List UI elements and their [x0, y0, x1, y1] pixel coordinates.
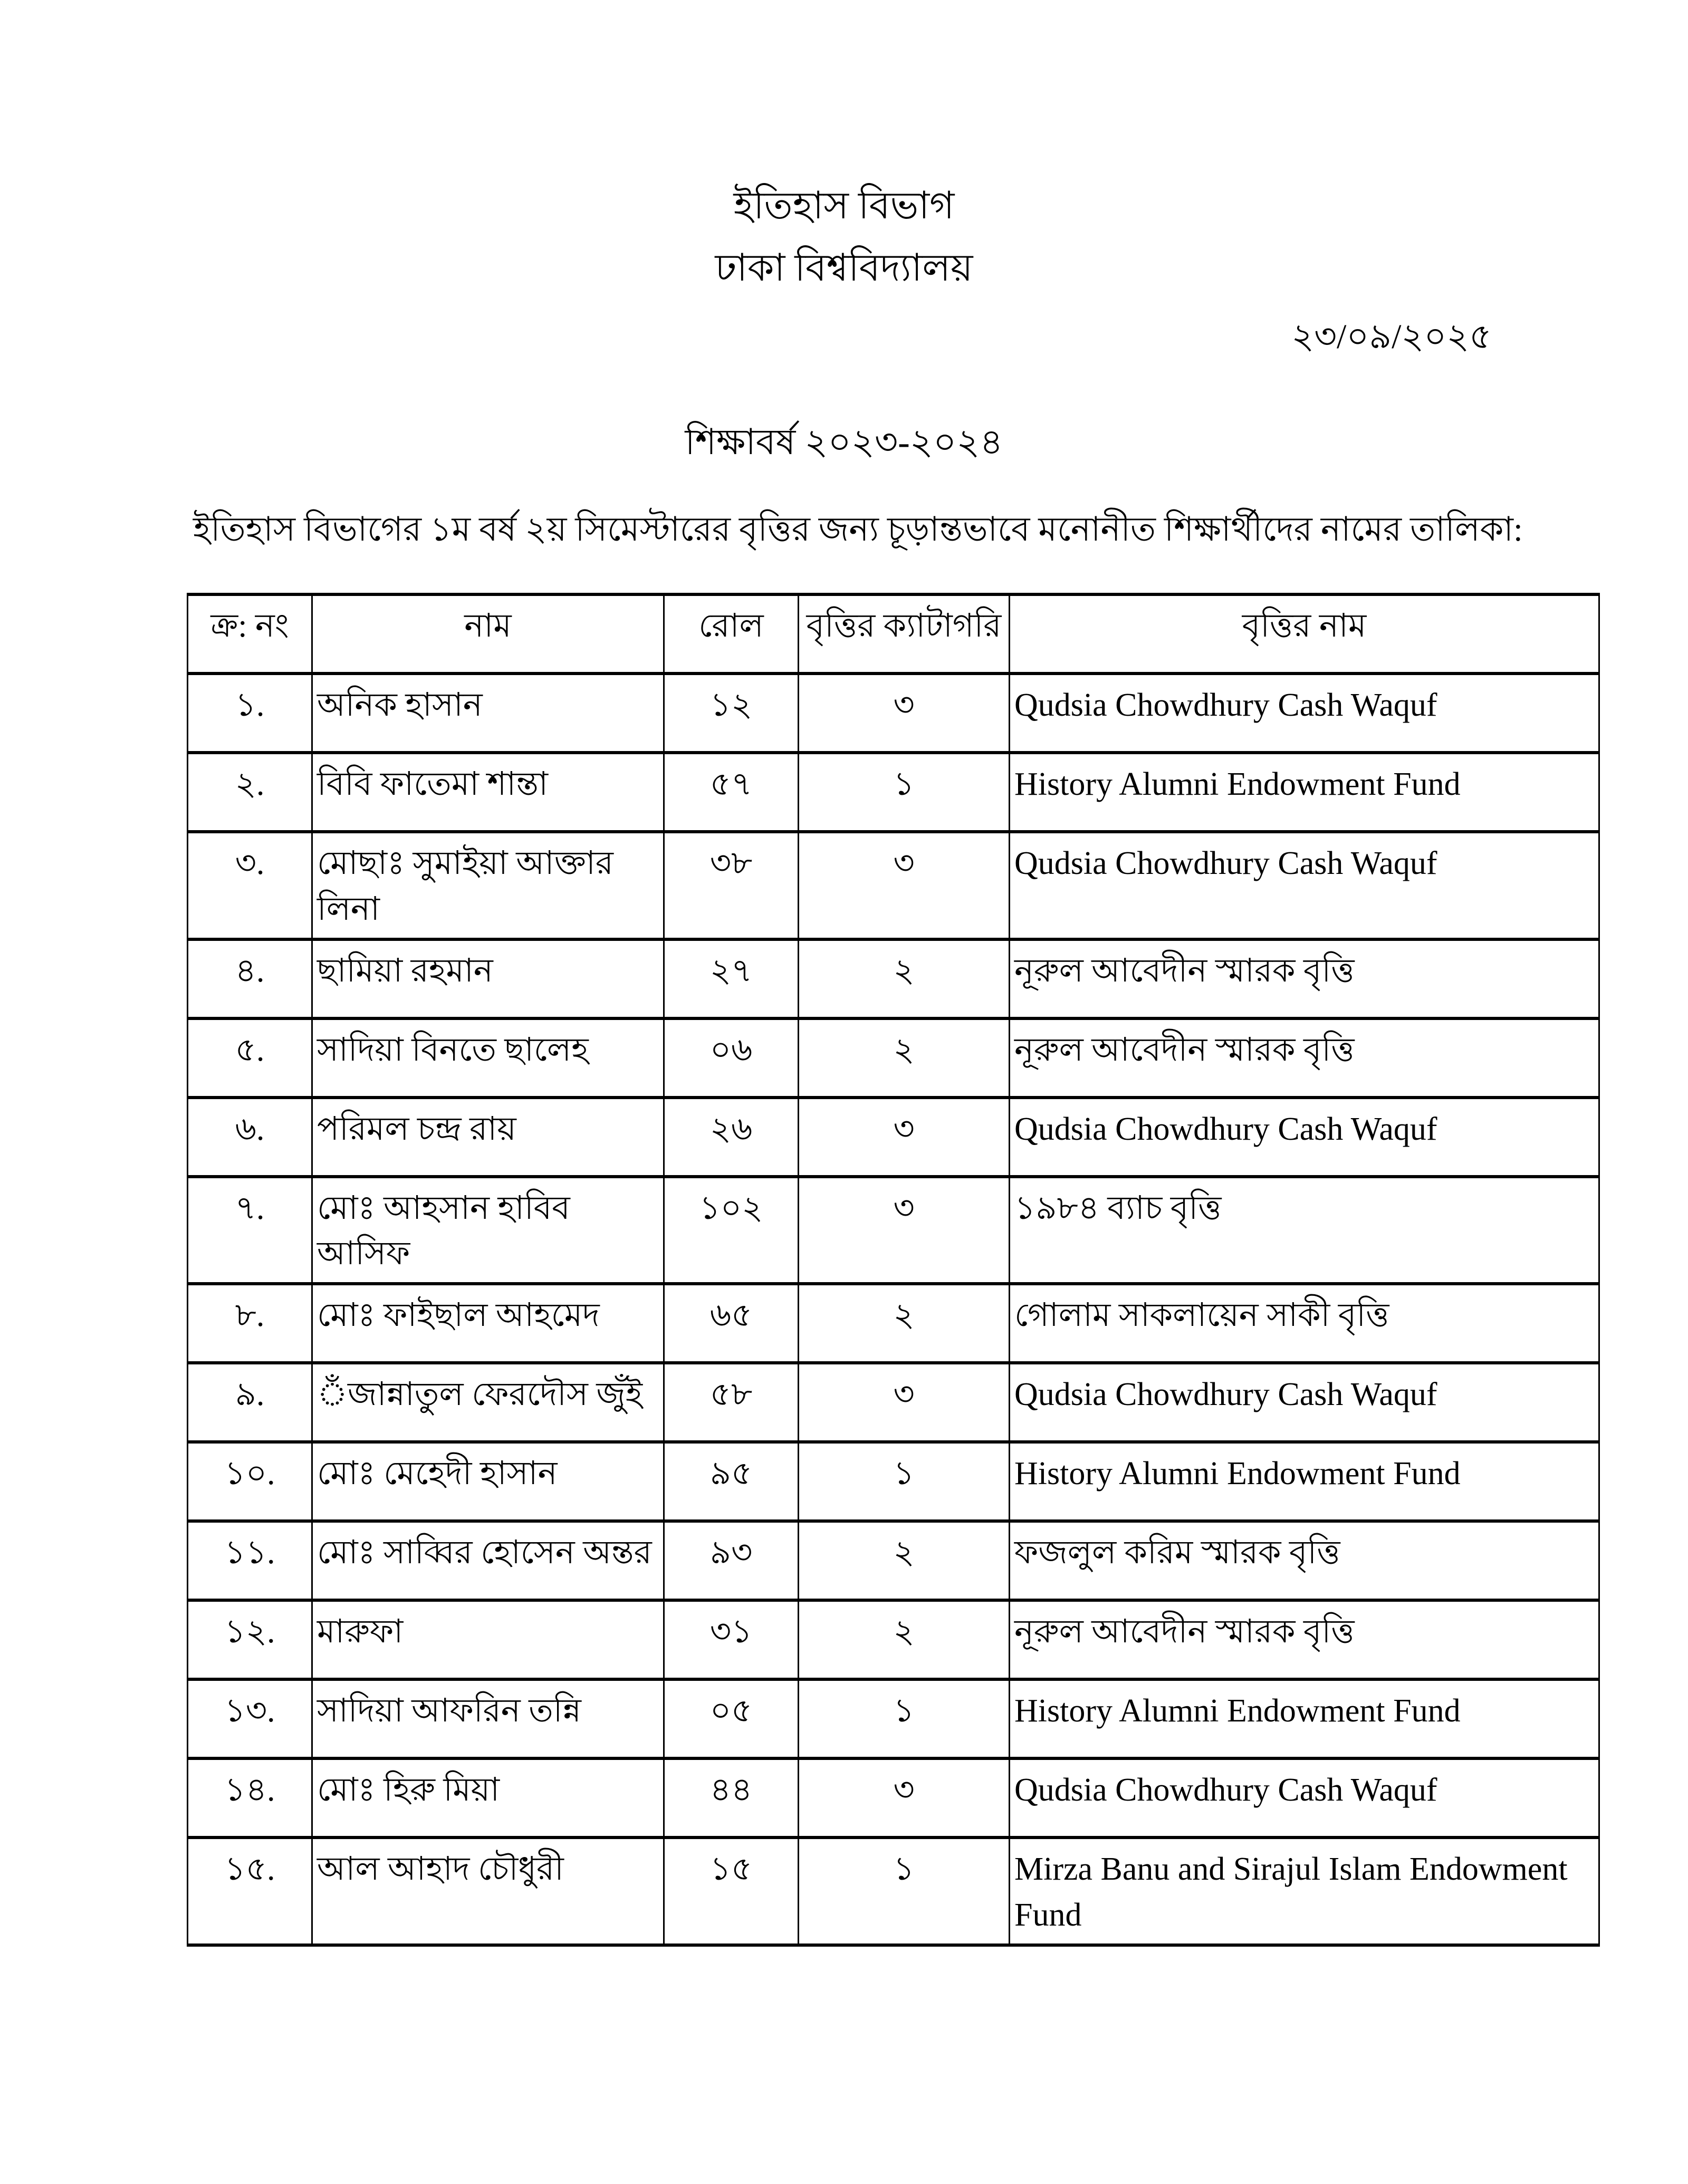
- document-date: ২৩/০৯/২০২৫: [1291, 318, 1492, 356]
- serial-cell: ৮.: [188, 1284, 312, 1363]
- col-header-name: নাম: [312, 594, 664, 674]
- serial-cell: ১৩.: [188, 1679, 312, 1758]
- scholarship-cell: Qudsia Chowdhury Cash Waquf: [1010, 674, 1599, 753]
- scholarship-cell: নূরুল আবেদীন স্মারক বৃত্তি: [1010, 1600, 1599, 1679]
- roll-cell: ২৬: [664, 1098, 799, 1177]
- scholarship-cell: Qudsia Chowdhury Cash Waquf: [1010, 1363, 1599, 1442]
- table-row: [188, 753, 1599, 832]
- roll-cell: ৯৫: [664, 1442, 799, 1521]
- serial-cell: ৬.: [188, 1098, 312, 1177]
- col-header-roll: রোল: [664, 594, 799, 674]
- name-cell: অনিক হাসান: [312, 674, 664, 753]
- table-row: [188, 1442, 1599, 1521]
- category-cell: ১: [799, 1442, 1010, 1521]
- name-cell: সাদিয়া বিনতে ছালেহ: [312, 1018, 664, 1098]
- scholarship-cell: নূরুল আবেদীন স্মারক বৃত্তি: [1010, 939, 1599, 1018]
- department-title: ইতিহাস বিভাগ: [733, 185, 955, 227]
- category-cell: ১: [799, 1679, 1010, 1758]
- name-cell: মোঃ ফাইছাল আহমেদ: [312, 1284, 664, 1363]
- scholarship-cell: ১৯৮৪ ব্যাচ বৃত্তি: [1010, 1177, 1599, 1284]
- name-cell: ঁজান্নাতুল ফেরদৌস জুঁই: [312, 1363, 664, 1442]
- name-cell: বিবি ফাতেমা শান্তা: [312, 753, 664, 832]
- scholarship-cell: Qudsia Chowdhury Cash Waquf: [1010, 1758, 1599, 1837]
- scholarship-cell: ফজলুল করিম স্মারক বৃত্তি: [1010, 1521, 1599, 1600]
- table-row: [188, 1521, 1599, 1600]
- roll-cell: ৩৮: [664, 832, 799, 939]
- serial-cell: ১.: [188, 674, 312, 753]
- university-title: ঢাকা বিশ্ববিদ্যালয়: [715, 247, 973, 289]
- serial-cell: ১১.: [188, 1521, 312, 1600]
- roll-cell: ৬৫: [664, 1284, 799, 1363]
- category-cell: ২: [799, 1018, 1010, 1098]
- serial-cell: ৪.: [188, 939, 312, 1018]
- table-row: [188, 1018, 1599, 1098]
- serial-cell: ৫.: [188, 1018, 312, 1098]
- table-row: [188, 1600, 1599, 1679]
- scholarship-cell: গোলাম সাকলায়েন সাকী বৃত্তি: [1010, 1284, 1599, 1363]
- table-body: [188, 674, 1599, 1945]
- category-cell: ৩: [799, 832, 1010, 939]
- table-row: [188, 1837, 1599, 1945]
- name-cell: সাদিয়া আফরিন তন্নি: [312, 1679, 664, 1758]
- category-cell: ২: [799, 1521, 1010, 1600]
- name-cell: মোঃ আহসান হাবিব আসিফ: [312, 1177, 664, 1284]
- name-cell: মোঃ মেহেদী হাসান: [312, 1442, 664, 1521]
- scholarship-cell: History Alumni Endowment Fund: [1010, 753, 1599, 832]
- name-cell: মোঃ হিরু মিয়া: [312, 1758, 664, 1837]
- name-cell: মোছাঃ সুমাইয়া আক্তার লিনা: [312, 832, 664, 939]
- col-header-scholarship: বৃত্তির নাম: [1010, 594, 1599, 674]
- table-row: [188, 674, 1599, 753]
- category-cell: ৩: [799, 674, 1010, 753]
- col-header-serial: ক্র: নং: [188, 594, 312, 674]
- serial-cell: ২.: [188, 753, 312, 832]
- roll-cell: ৯৩: [664, 1521, 799, 1600]
- category-cell: ১: [799, 753, 1010, 832]
- scholarship-table: [187, 593, 1600, 1947]
- category-cell: ১: [799, 1837, 1010, 1945]
- category-cell: ২: [799, 1600, 1010, 1679]
- category-cell: ২: [799, 939, 1010, 1018]
- roll-cell: ১০২: [664, 1177, 799, 1284]
- serial-cell: ১৪.: [188, 1758, 312, 1837]
- table-row: [188, 1679, 1599, 1758]
- serial-cell: ১২.: [188, 1600, 312, 1679]
- roll-cell: ১২: [664, 674, 799, 753]
- scholarship-cell: নূরুল আবেদীন স্মারক বৃত্তি: [1010, 1018, 1599, 1098]
- category-cell: ২: [799, 1284, 1010, 1363]
- scholarship-cell: Qudsia Chowdhury Cash Waquf: [1010, 1098, 1599, 1177]
- table-row: [188, 832, 1599, 939]
- roll-cell: ৩১: [664, 1600, 799, 1679]
- roll-cell: ৫৭: [664, 753, 799, 832]
- name-cell: মারুফা: [312, 1600, 664, 1679]
- serial-cell: ৭.: [188, 1177, 312, 1284]
- scholarship-cell: History Alumni Endowment Fund: [1010, 1679, 1599, 1758]
- table-row: [188, 1284, 1599, 1363]
- roll-cell: ৪৪: [664, 1758, 799, 1837]
- academic-year-heading: শিক্ষাবর্ষ ২০২৩-২০২৪: [685, 422, 1003, 462]
- roll-cell: ২৭: [664, 939, 799, 1018]
- roll-cell: ০৬: [664, 1018, 799, 1098]
- table-row: [188, 1177, 1599, 1284]
- list-description: ইতিহাস বিভাগের ১ম বর্ষ ২য় সিমেস্টারের বৃত্তির জন্য চূড়ান্তভাবে মনোনীত শিক্ষার্থীদের নামের তালিকা:: [193, 511, 1523, 548]
- roll-cell: ০৫: [664, 1679, 799, 1758]
- serial-cell: ৯.: [188, 1363, 312, 1442]
- scholarship-cell: Qudsia Chowdhury Cash Waquf: [1010, 832, 1599, 939]
- category-cell: ৩: [799, 1177, 1010, 1284]
- col-header-category: বৃত্তির ক্যাটাগরি: [799, 594, 1010, 674]
- table-row: [188, 939, 1599, 1018]
- serial-cell: ১৫.: [188, 1837, 312, 1945]
- name-cell: ছামিয়া রহমান: [312, 939, 664, 1018]
- name-cell: মোঃ সাব্বির হোসেন অন্তর: [312, 1521, 664, 1600]
- serial-cell: ১০.: [188, 1442, 312, 1521]
- category-cell: ৩: [799, 1758, 1010, 1837]
- roll-cell: ৫৮: [664, 1363, 799, 1442]
- table-row: [188, 1363, 1599, 1442]
- table-row: [188, 1098, 1599, 1177]
- serial-cell: ৩.: [188, 832, 312, 939]
- name-cell: আল আহাদ চৌধুরী: [312, 1837, 664, 1945]
- category-cell: ৩: [799, 1363, 1010, 1442]
- table-row: [188, 1758, 1599, 1837]
- roll-cell: ১৫: [664, 1837, 799, 1945]
- scholarship-cell: Mirza Banu and Sirajul Islam Endowment Fund: [1010, 1837, 1599, 1945]
- scholarship-cell: History Alumni Endowment Fund: [1010, 1442, 1599, 1521]
- table-header-row: [188, 594, 1599, 674]
- name-cell: পরিমল চন্দ্র রায়: [312, 1098, 664, 1177]
- category-cell: ৩: [799, 1098, 1010, 1177]
